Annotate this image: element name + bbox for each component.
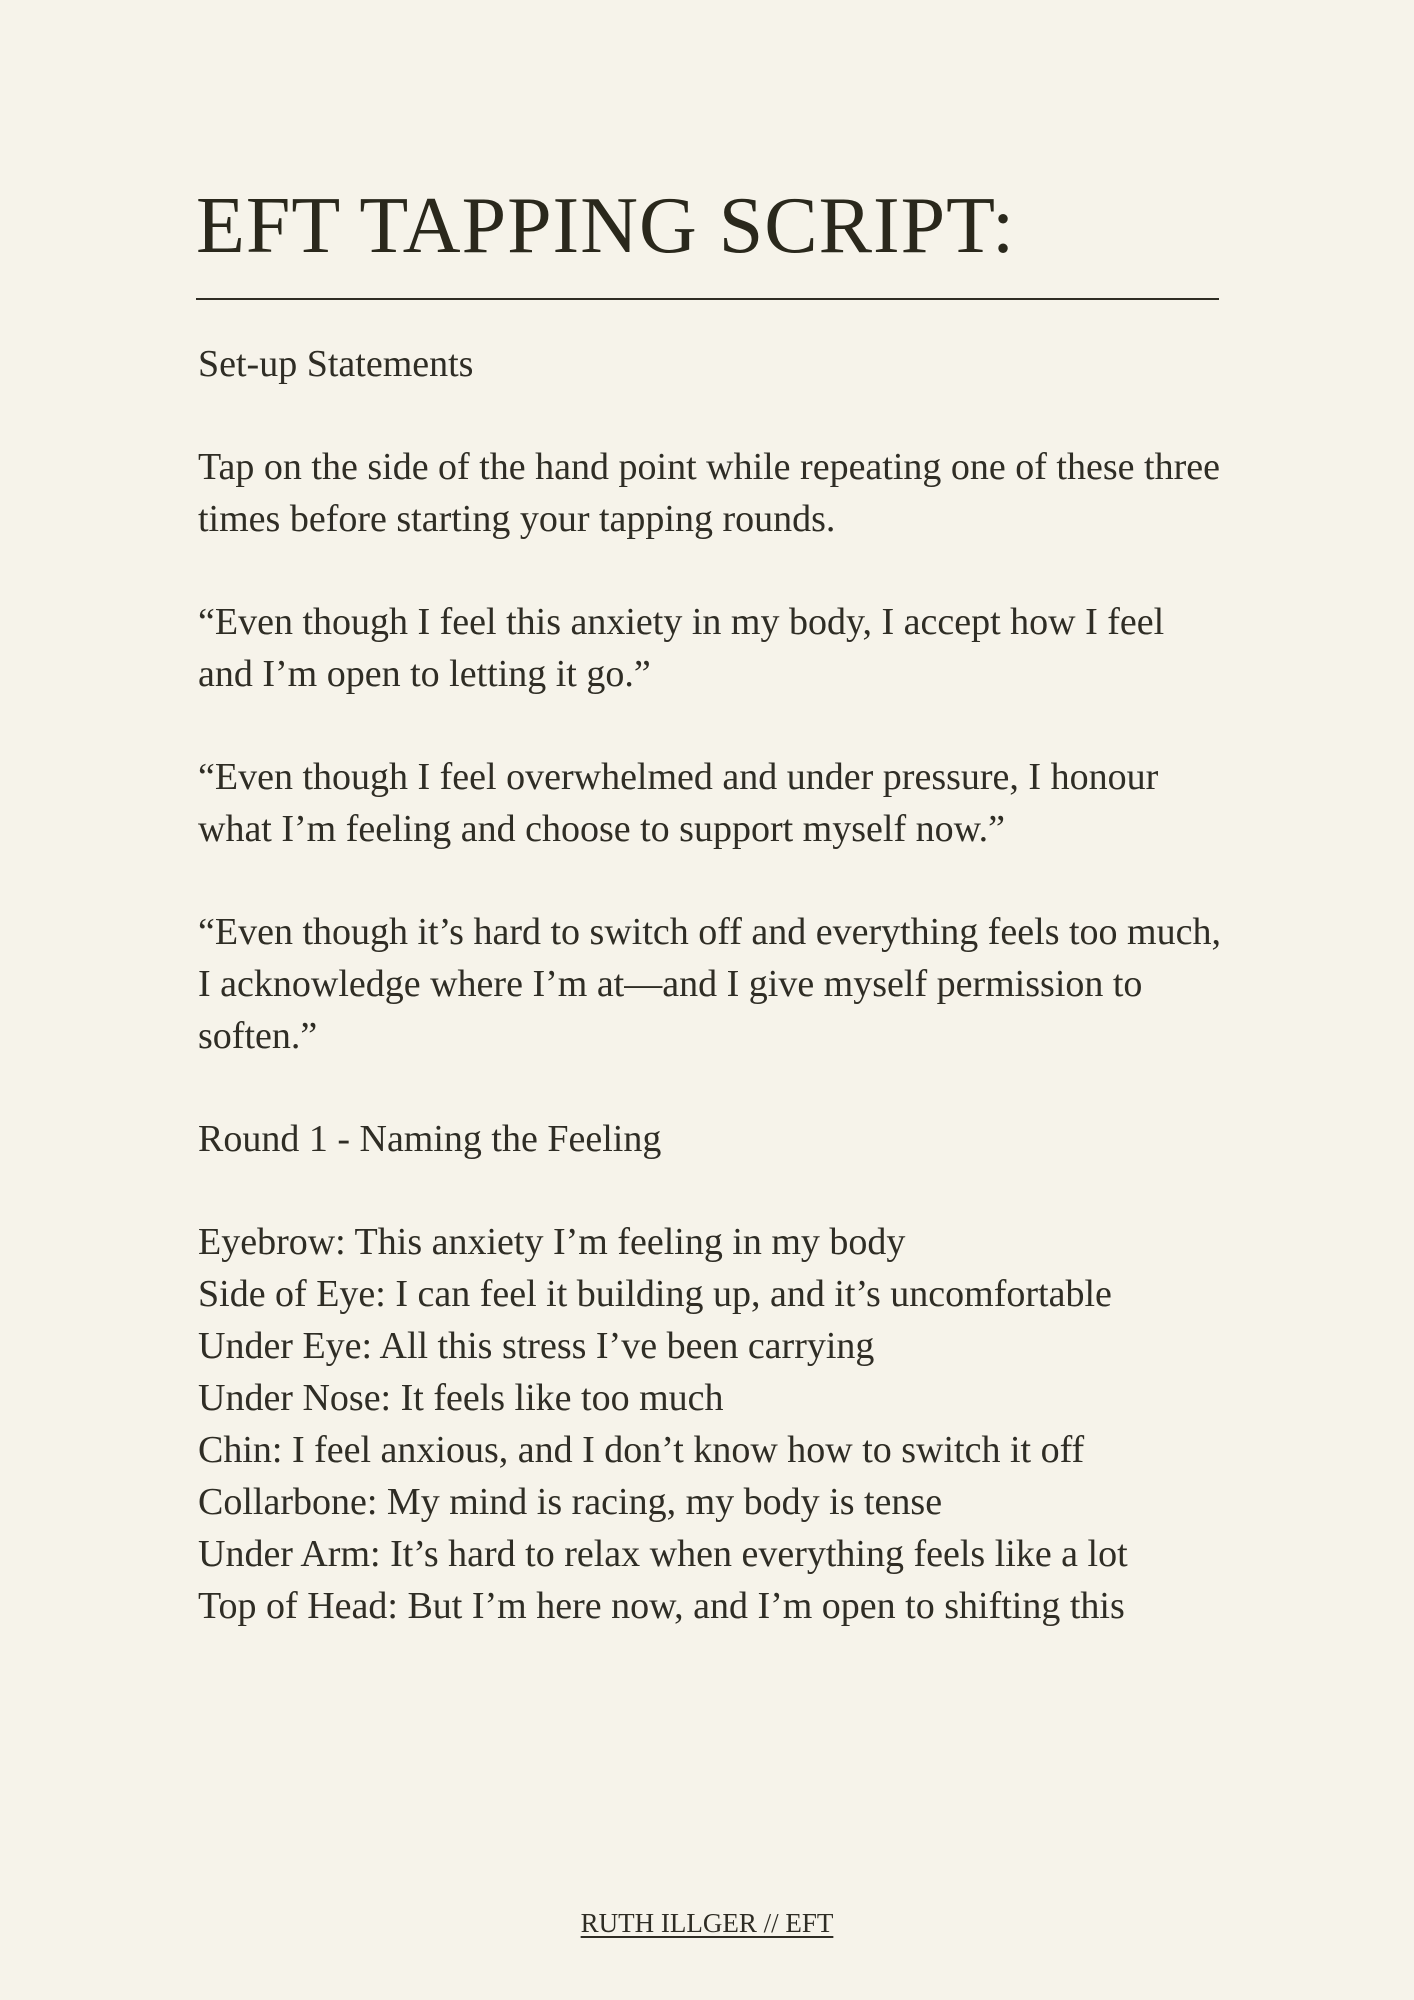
tapping-point-line: Eyebrow: This anxiety I’m feeling in my body [198, 1221, 906, 1263]
setup-statement: “Even though I feel overwhelmed and under pressure, I honour what I’m feeling and choose to support myself now.” [198, 756, 1159, 850]
title-divider [196, 298, 1219, 300]
page-title: EFT TAPPING SCRIPT: [196, 182, 1016, 270]
tapping-point-line: Under Eye: All this stress I’ve been carrying [198, 1325, 875, 1367]
round-heading: Round 1 - Naming the Feeling [198, 1118, 662, 1160]
footer-credit-link[interactable]: RUTH ILLGER // EFT [580, 1908, 834, 1938]
instructions-paragraph: Tap on the side of the hand point while repeating one of these three times before starting your tapping rounds. [198, 446, 1220, 540]
setup-heading: Set-up Statements [198, 343, 474, 385]
tapping-point-line: Collarbone: My mind is racing, my body is tense [198, 1481, 943, 1523]
setup-statement: “Even though it’s hard to switch off and everything feels too much, I acknowledge where I’m at—and I give myself permission to soften.” [198, 911, 1221, 1057]
document-body [198, 338, 1228, 1632]
setup-statement: “Even though I feel this anxiety in my body, I accept how I feel and I’m open to letting it go.” [198, 601, 1165, 695]
tapping-point-line: Under Nose: It feels like too much [198, 1377, 724, 1419]
tapping-points-list [198, 1216, 1228, 1632]
tapping-point-line: Under Arm: It’s hard to relax when everything feels like a lot [198, 1533, 1128, 1575]
tapping-point-line: Chin: I feel anxious, and I don’t know how to switch it off [198, 1429, 1085, 1471]
tapping-point-line: Side of Eye: I can feel it building up, and it’s uncomfortable [198, 1273, 1112, 1315]
tapping-point-line: Top of Head: But I’m here now, and I’m open to shifting this [198, 1585, 1125, 1627]
